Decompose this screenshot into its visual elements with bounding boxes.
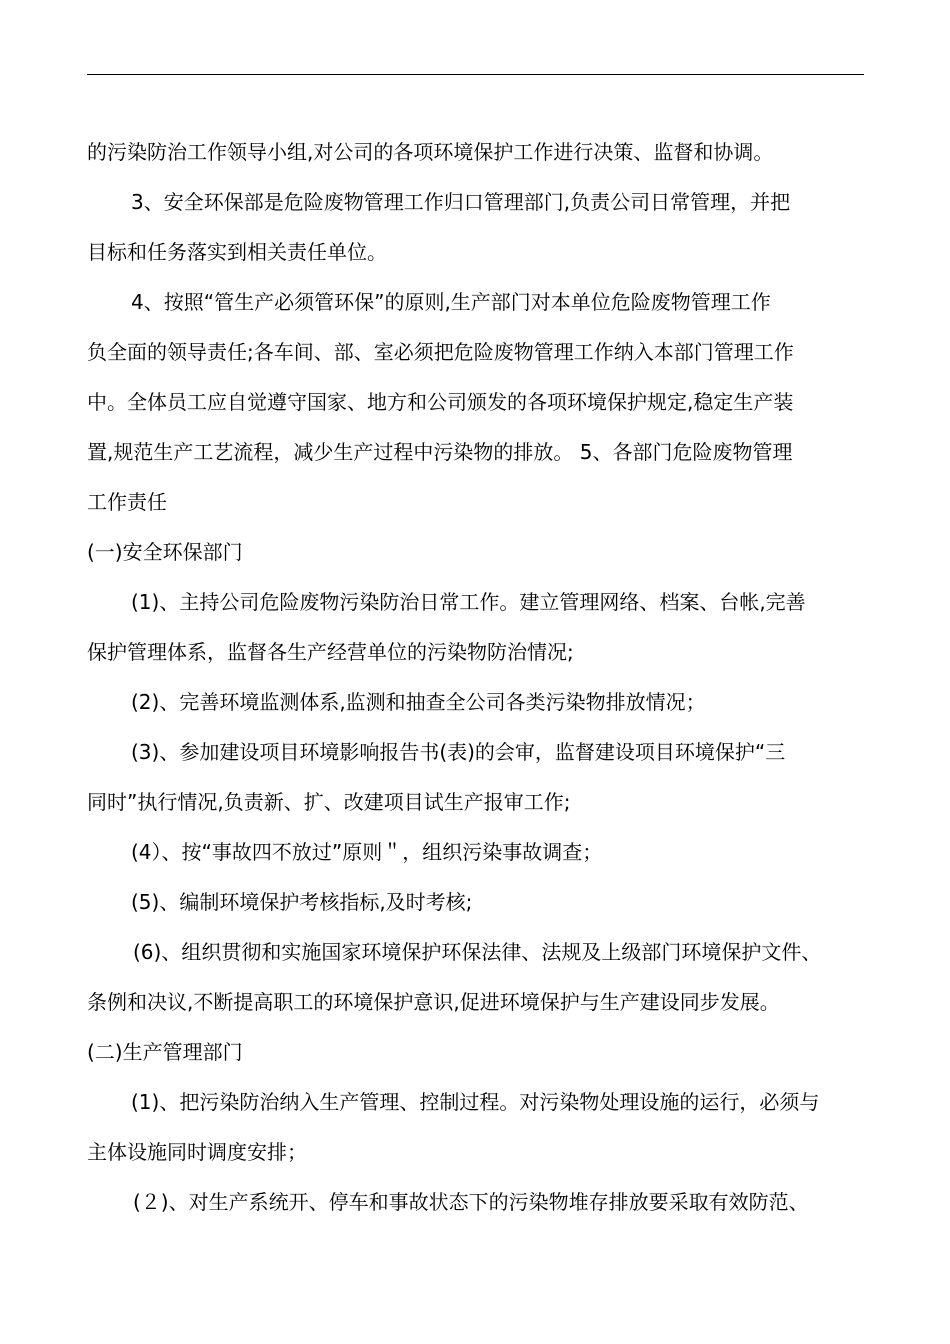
paragraph-line: (3)、参加建设项目环境影响报告书(表)的会审，监督建设项目环境保护“三 — [131, 740, 786, 764]
paragraph-line: 条例和决议,不断提高职工的环境保护意识,促进环境保护与生产建设同步发展。 — [87, 990, 780, 1014]
paragraph-line: 置,规范生产工艺流程，减少生产过程中污染物的排放。 5、各部门危险废物管理 — [87, 440, 793, 464]
paragraph-line: (5)、编制环境保护考核指标,及时考核; — [131, 890, 473, 914]
document-body — [87, 127, 865, 1227]
paragraph-line: 工作责任 — [87, 490, 167, 514]
header-divider — [87, 74, 864, 75]
paragraph-line: 3、安全环保部是危险废物管理工作归口管理部门,负责公司日常管理，并把 — [131, 190, 791, 214]
paragraph-line: 保护管理体系，监督各生产经营单位的污染物防治情况; — [87, 640, 574, 664]
paragraph-line: (1)、把污染防治纳入生产管理、控制过程。对污染物处理设施的运行，必须与 — [131, 1090, 820, 1114]
paragraph-line: 4、按照“管生产必须管环保”的原则,生产部门对本单位危险废物管理工作 — [131, 290, 771, 314]
section-heading: (二)生产管理部门 — [87, 1040, 243, 1064]
paragraph-line: 目标和任务落实到相关责任单位。 — [87, 240, 387, 264]
paragraph-line: 的污染防治工作领导小组,对公司的各项环境保护工作进行决策、监督和协调。 — [87, 140, 774, 164]
paragraph-line: (2)、完善环境监测体系,监测和抽查全公司各类污染物排放情况； — [131, 690, 706, 714]
paragraph-line: (6)、组织贯彻和实施国家环境保护环保法律、法规及上级部门环境保护文件、 — [133, 940, 822, 964]
paragraph-line: 主体设施同时调度安排； — [87, 1140, 307, 1164]
paragraph-line: (1)、主持公司危险废物污染防治日常工作。建立管理网络、档案、台帐,完善 — [131, 590, 806, 614]
paragraph-line: 中。全体员工应自觉遵守国家、地方和公司颁发的各项环境保护规定,稳定生产装 — [87, 390, 794, 414]
paragraph-line: 同时”执行情况,负责新、扩、改建项目试生产报审工作; — [87, 790, 571, 814]
paragraph-line: (２)、对生产系统开、停车和事故状态下的污染物堆存排放要采取有效防范、 — [133, 1190, 809, 1214]
paragraph-line: (4）、按“事故四不放过”原则＂，组织污染事故调查； — [131, 840, 603, 864]
paragraph-line: 负全面的领导责任;各车间、部、室必须把危险废物管理工作纳入本部门管理工作 — [87, 340, 794, 364]
section-heading: (一)安全环保部门 — [87, 540, 243, 564]
